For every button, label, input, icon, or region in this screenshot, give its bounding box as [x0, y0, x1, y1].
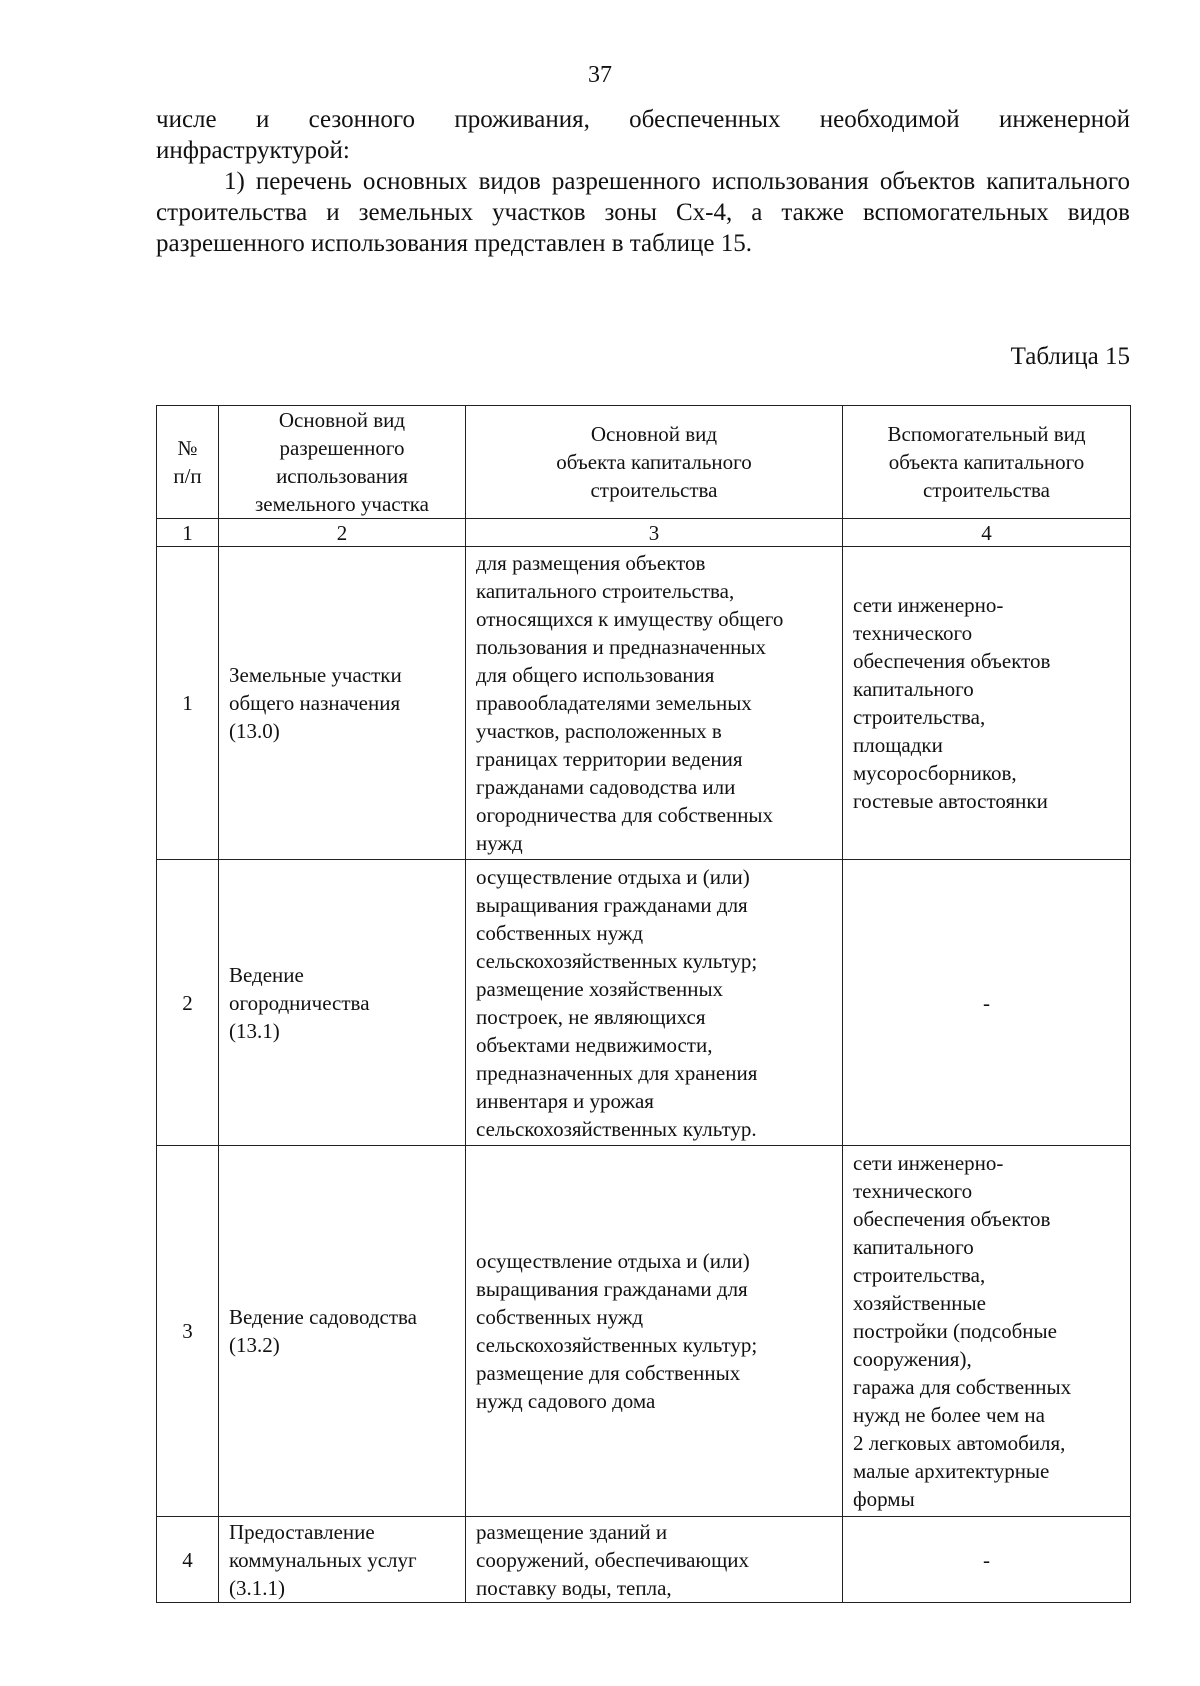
- page-number: 37: [588, 62, 612, 88]
- table-row: [157, 547, 1131, 860]
- aux-object-cell: сети инженерно- технического обеспечения объектов капитального строительства, хозяйственные постройки (подсобные сооружения), гаража для собственных нужд не более чем на 2 легковых автомобиля, малые архитектурные формы: [843, 1146, 1131, 1517]
- aux-object-cell: -: [843, 860, 1131, 1146]
- row-number: 3: [157, 1146, 219, 1517]
- main-object-cell: осуществление отдыха и (или) выращивания гражданами для собственных нужд сельскохозяйственных культур; размещение для собственных нужд садового дома: [466, 1146, 843, 1517]
- main-object-cell: размещение зданий и сооружений, обеспечивающих поставку воды, тепла,: [466, 1517, 843, 1603]
- table-header-row: [157, 406, 1131, 519]
- main-object-cell: для размещения объектов капитального строительства, относящихся к имуществу общего пользования и предназначенных для общего использования правообладателями земельных участков, расположенных в границах территории ведения гражданами садоводства или огородничества для собственных нужд: [466, 547, 843, 860]
- land-use-cell: Ведение огородничества (13.1): [219, 860, 466, 1146]
- header-aux-object: Вспомогательный вид объекта капитального строительства: [843, 406, 1131, 519]
- zoning-table: [156, 405, 1131, 1603]
- column-number: 2: [219, 519, 466, 547]
- intro-line-2: инфраструктурой:: [156, 137, 350, 164]
- table-row: [157, 860, 1131, 1146]
- intro-text: [156, 104, 1130, 259]
- table-caption: Таблица 15: [1010, 343, 1130, 370]
- row-number: 4: [157, 1517, 219, 1603]
- aux-object-cell: сети инженерно- технического обеспечения объектов капитального строительства, площадки мусоросборников, гостевые автостоянки: [843, 547, 1131, 860]
- land-use-cell: Предоставление коммунальных услуг (3.1.1): [219, 1517, 466, 1603]
- table-row: [157, 1146, 1131, 1517]
- intro-list-item: 1) перечень основных видов разрешенного использования объектов капитального строительства и земельных участков зоны Сх-4, а также вспомогательных видов разрешенного использования представлен в таблице 15.: [156, 168, 1130, 257]
- row-number: 1: [157, 547, 219, 860]
- column-number-row: [157, 519, 1131, 547]
- land-use-cell: Земельные участки общего назначения (13.0): [219, 547, 466, 860]
- column-number: 1: [157, 519, 219, 547]
- header-land-use: Основной вид разрешенного использования земельного участка: [219, 406, 466, 519]
- intro-line-1: числе и сезонного проживания, обеспеченных необходимой инженерной: [156, 106, 1130, 133]
- table-row: [157, 1517, 1131, 1603]
- aux-object-cell: -: [843, 1517, 1131, 1603]
- column-number: 3: [466, 519, 843, 547]
- column-number: 4: [843, 519, 1131, 547]
- row-number: 2: [157, 860, 219, 1146]
- main-object-cell: осуществление отдыха и (или) выращивания гражданами для собственных нужд сельскохозяйственных культур; размещение хозяйственных построек, не являющихся объектами недвижимости, предназначенных для хранения инвентаря и урожая сельскохозяйственных культур.: [466, 860, 843, 1146]
- header-main-object: Основной вид объекта капитального строительства: [466, 406, 843, 519]
- header-number: № п/п: [157, 406, 219, 519]
- land-use-cell: Ведение садоводства (13.2): [219, 1146, 466, 1517]
